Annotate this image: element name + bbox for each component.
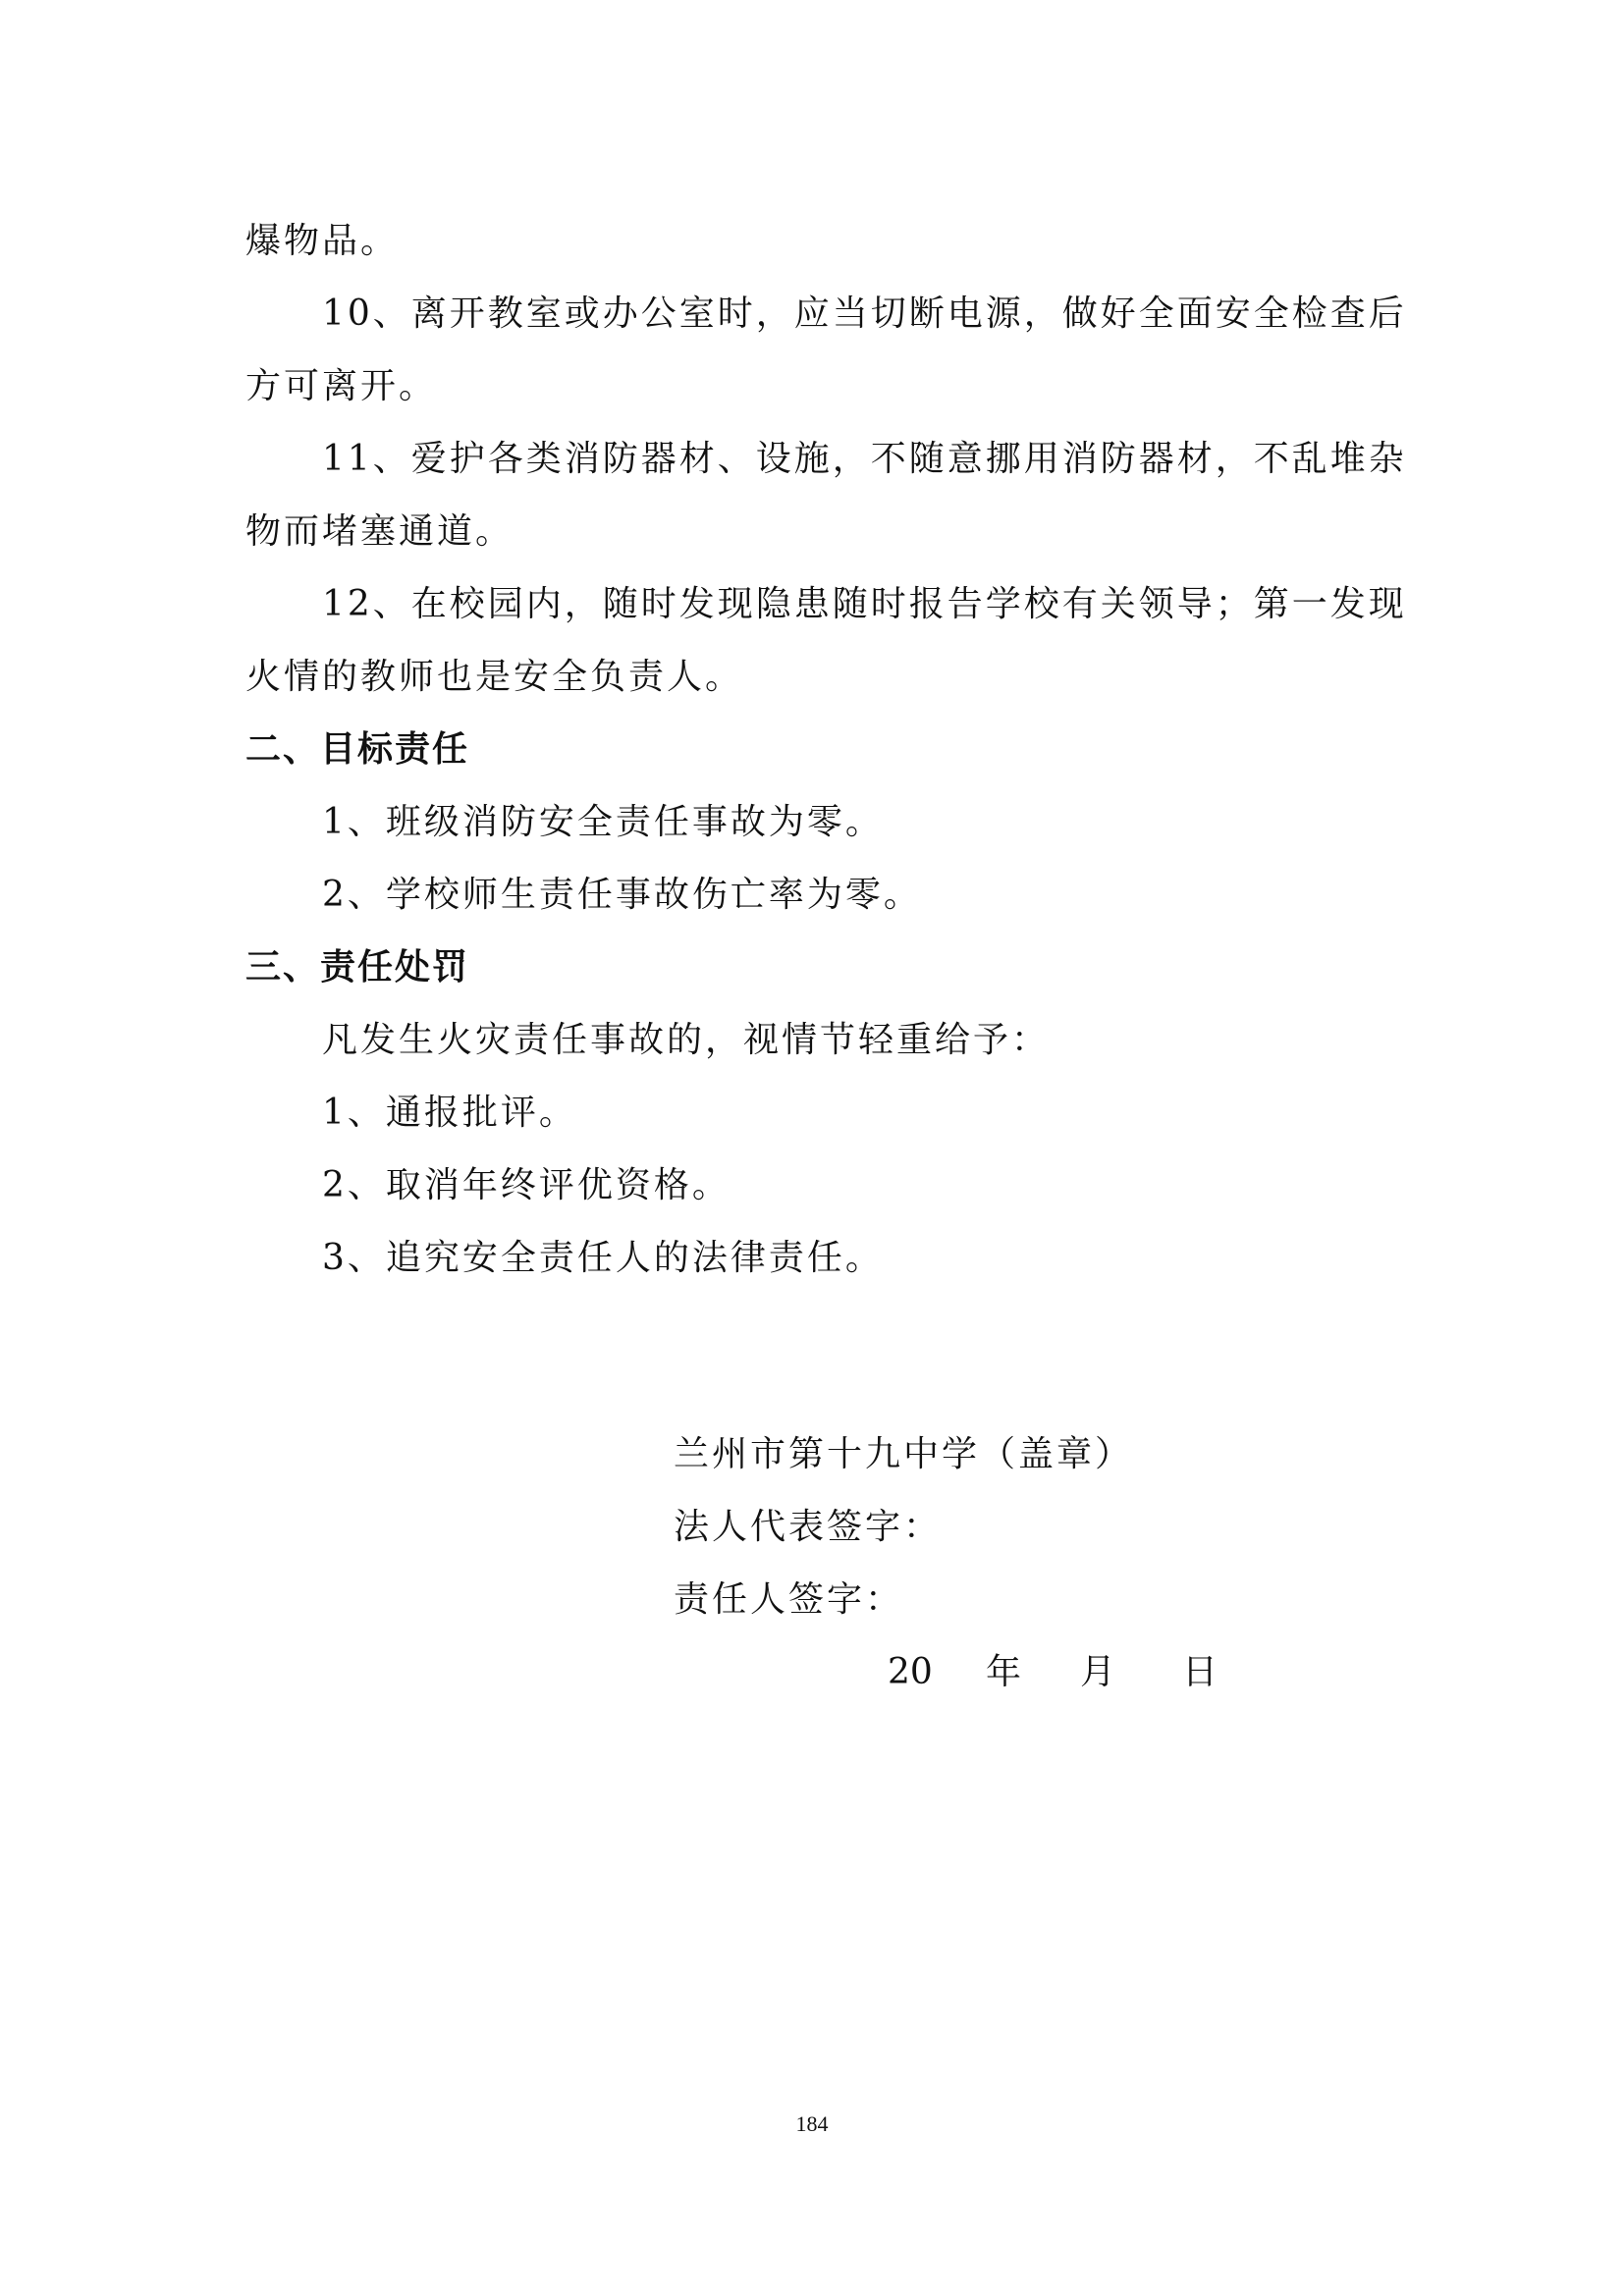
section-heading-target-responsibility: 二、目标责任 xyxy=(245,729,470,770)
date-year-label: 年 xyxy=(986,1652,1022,1692)
list-item: 2、学校师生责任事故伤亡率为零。 xyxy=(322,875,922,915)
school-seal-line: 兰州市第十九中学（盖章） xyxy=(674,1434,1134,1474)
responsible-signature-line: 责任人签字： xyxy=(674,1579,904,1620)
date-month-label: 月 xyxy=(1080,1652,1116,1692)
list-item: 2、取消年终评优资格。 xyxy=(322,1165,731,1205)
date-year-prefix: 20 xyxy=(888,1652,933,1692)
body-line-5: 物而堵塞通道。 xyxy=(245,511,514,552)
penalty-intro: 凡发生火灾责任事故的，视情节轻重给予： xyxy=(322,1020,1051,1060)
body-line-3: 方可离开。 xyxy=(245,366,438,406)
list-item: 3、追究安全责任人的法律责任。 xyxy=(322,1238,884,1278)
page-number: 184 xyxy=(795,2111,829,2136)
list-item: 1、班级消防安全责任事故为零。 xyxy=(322,802,884,842)
list-item: 1、通报批评。 xyxy=(322,1093,577,1133)
section-heading-penalty: 三、责任处罚 xyxy=(245,947,470,988)
body-line-2: 10、离开教室或办公室时，应当切断电源，做好全面安全检查后 xyxy=(322,294,1407,334)
body-line-6: 12、在校园内，随时发现隐患随时报告学校有关领导；第一发现 xyxy=(322,584,1407,624)
date-day-label: 日 xyxy=(1182,1652,1218,1692)
body-line-4: 11、爱护各类消防器材、设施，不随意挪用消防器材，不乱堆杂 xyxy=(322,439,1407,479)
body-line-1: 爆物品。 xyxy=(245,221,400,261)
body-line-7: 火情的教师也是安全负责人。 xyxy=(245,657,744,697)
legal-rep-signature-line: 法人代表签字： xyxy=(674,1507,943,1547)
